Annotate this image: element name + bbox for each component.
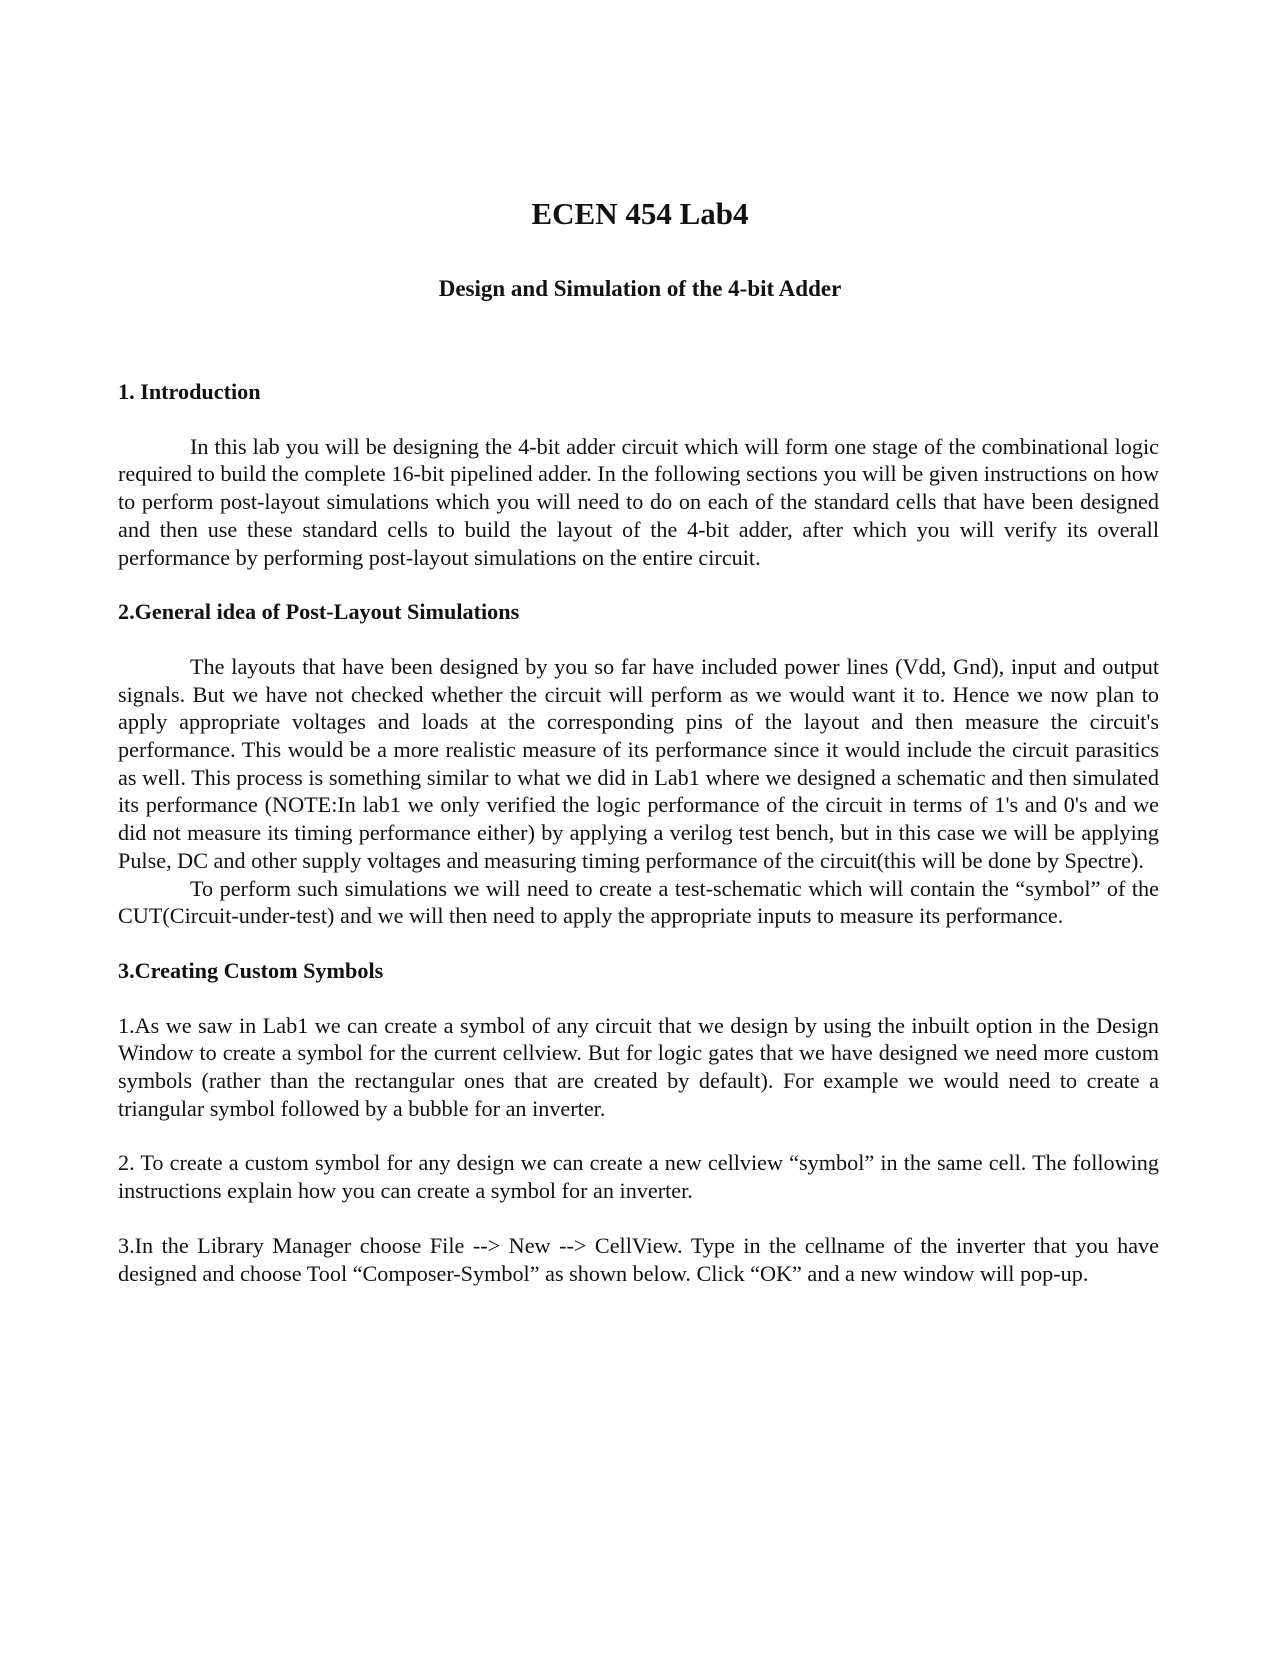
section-creating-custom-symbols bbox=[118, 957, 1159, 1287]
section-post-layout-simulations bbox=[118, 598, 1159, 930]
section-heading: 3.Creating Custom Symbols bbox=[118, 957, 384, 983]
paragraph: To perform such simulations we will need to create a test-schematic which will contain the “symbol” of the CUT(Circuit-under-test) and we will then need to apply the appropriate inputs to measure its performance. bbox=[118, 875, 1159, 929]
paragraph: The layouts that have been designed by you so far have included power lines (Vdd, Gnd), input and output signals. But we have not checked whether the circuit will perform as we would want it to. Hence we now plan to apply appropriate voltages and loads at the corresponding pins of the layout and then measure the circuit's performance. This would be a more realistic measure of its performance since it would include the circuit parasitics as well. This process is something similar to what we did in Lab1 where we designed a schematic and then simulated its performance (NOTE:In lab1 we only verified the logic performance of the circuit in terms of 1's and 0's and we did not measure its timing performance either) by applying a verilog test bench, but in this case we will be applying Pulse, DC and other supply voltages and measuring timing performance of the circuit(this will be done by Spectre). bbox=[118, 653, 1159, 873]
list-item: 3.In the Library Manager choose File --> New --> CellView. Type in the cellname of the inverter that you have designed and choose Tool “Composer-Symbol” as shown below. Click “OK” and a new window will pop-up. bbox=[118, 1232, 1159, 1286]
paragraph: In this lab you will be designing the 4-bit adder circuit which will form one stage of the combinational logic required to build the complete 16-bit pipelined adder. In the following sections you will be given instructions on how to perform post-layout simulations which you will need to do on each of the standard cells that have been designed and then use these standard cells to build the layout of the 4-bit adder, after which you will verify its overall performance by performing post-layout simulations on the entire circuit. bbox=[118, 433, 1159, 570]
list-item: 1.As we saw in Lab1 we can create a symbol of any circuit that we design by using the inbuilt option in the Design Window to create a symbol for the current cellview. But for logic gates that we have designed we need more custom symbols (rather than the rectangular ones that are created by default). For example we would need to create a triangular symbol followed by a bubble for an inverter. bbox=[118, 1012, 1159, 1121]
section-heading: 2.General idea of Post-Layout Simulations bbox=[118, 599, 520, 625]
section-heading: 1. Introduction bbox=[118, 379, 261, 404]
list-item: 2. To create a custom symbol for any design we can create a new cellview “symbol” in the same cell. The following instructions explain how you can create a symbol for an inverter. bbox=[118, 1150, 1159, 1204]
section-introduction bbox=[118, 378, 1159, 571]
document-subtitle: Design and Simulation of the 4-bit Adder bbox=[438, 276, 842, 301]
document-title: ECEN 454 Lab4 bbox=[531, 196, 749, 231]
document-body bbox=[118, 378, 1159, 1287]
